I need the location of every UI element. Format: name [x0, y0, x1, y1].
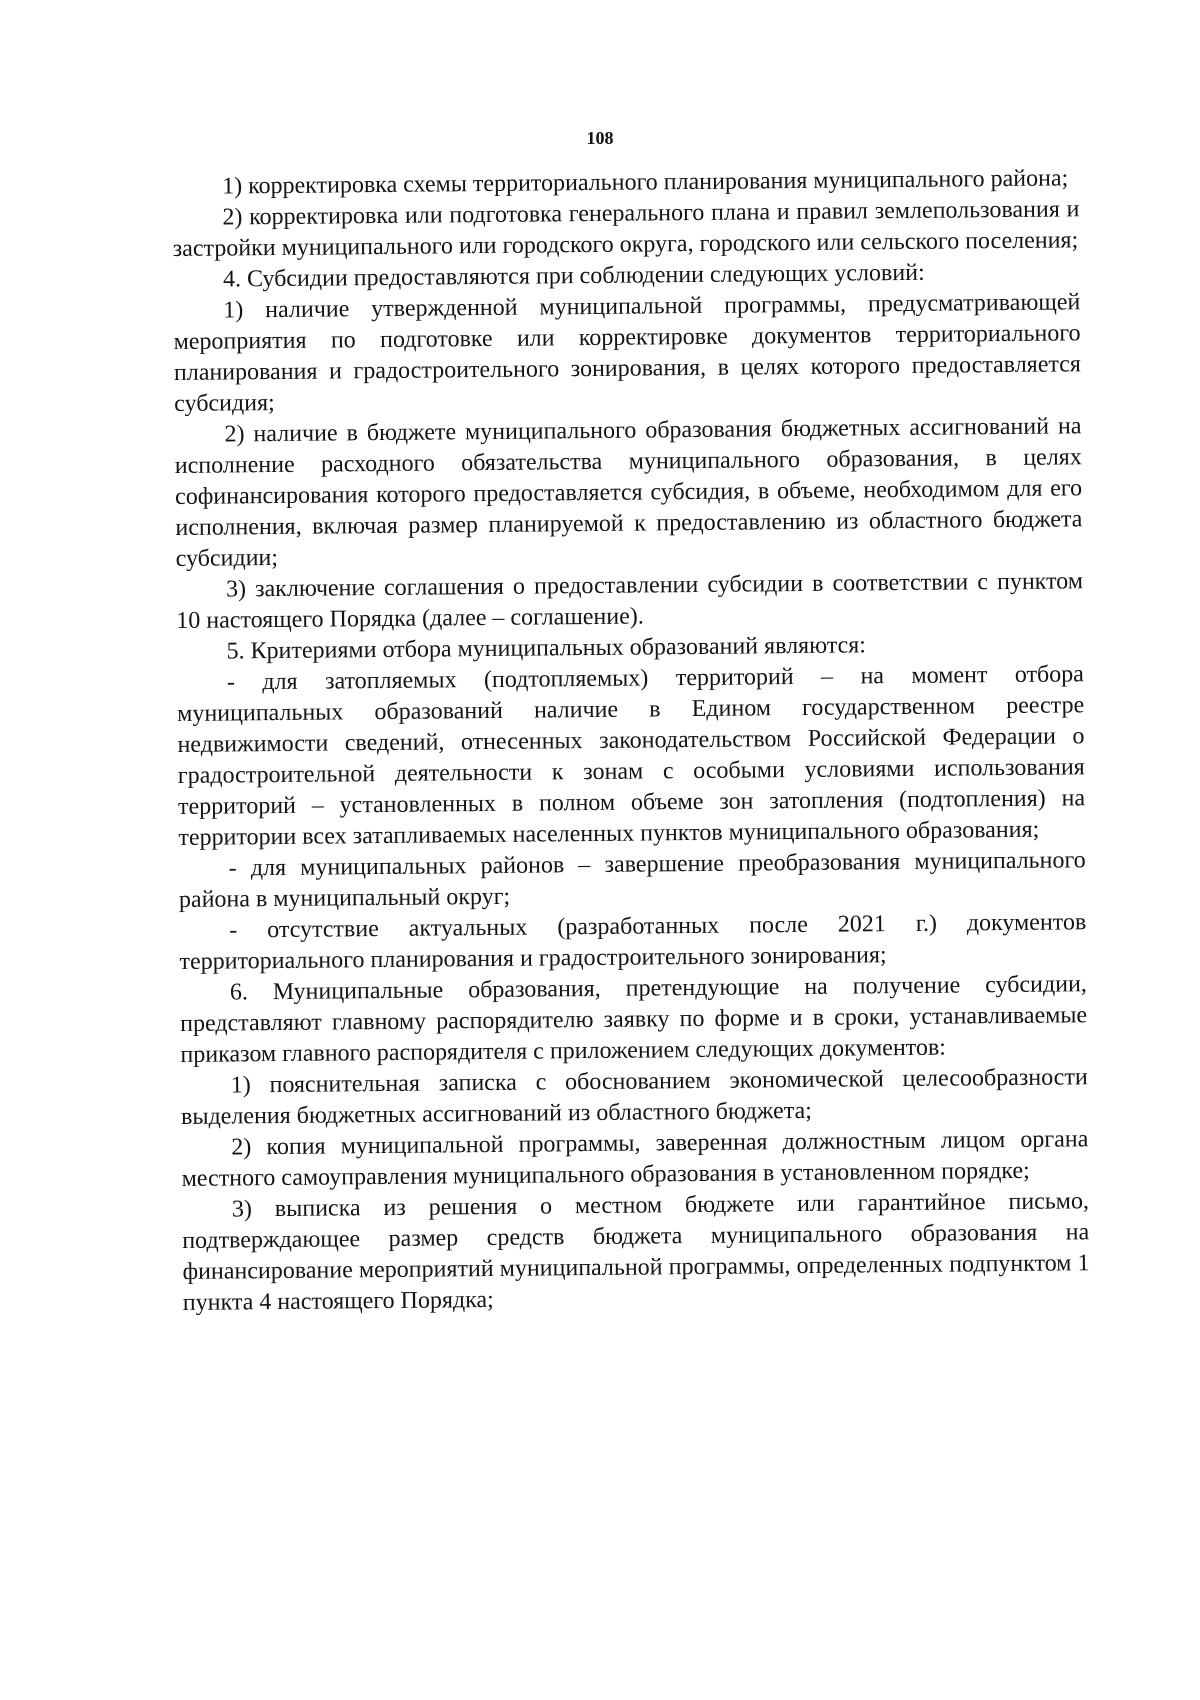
paragraph-criterion-districts: - для муниципальных районов – завершение преобразования муниципального района в муниципальный округ;: [178, 847, 1086, 913]
paragraph-criterion-documents: - отсутствие актуальных (разработанных после 2021 г.) документов территориального планирования и градостроительного зонирования;: [179, 909, 1087, 975]
paragraph-document-2: 2) копия муниципальной программы, заверенная должностным лицом органа местного самоуправления муниципального образования в установленном порядке;: [181, 1126, 1089, 1192]
paragraph-document-1: 1) пояснительная записка с обоснованием экономической целесообразности выделения бюджетных ассигнований из областного бюджета;: [180, 1064, 1088, 1130]
paragraph-section-4: 4. Субсидии предоставляются при соблюдении следующих условий:: [222, 259, 925, 293]
paragraph-condition-3: 3) заключение соглашения о предоставлении субсидии в соответствии с пунктом 10 настоящего Порядка (далее – соглашение).: [176, 568, 1084, 634]
paragraph-section-5: 5. Критериями отбора муниципальных образований являются:: [226, 632, 867, 665]
paragraph-condition-1: 1) наличие утвержденной муниципальной программы, предусматривающей мероприятия по подготовке или корректировке документов территориального планирования и градостроительного зонирования, в целях которого предоставляется субсидия;: [173, 289, 1082, 417]
paragraph-criterion-flood: - для затопляемых (подтопляемых) территорий – на момент отбора муниципальных образований наличие в Едином государственном реестре недвижимости сведений, отнесенных законодательством Российской Федерации о градостроительной деятельности к зонам с особыми условиями использования территорий – установленных в полном объеме зон затопления (подтопления) на территории всех затапливаемых населенных пунктов муниципального образования;: [177, 661, 1086, 851]
page-number: 108: [586, 128, 614, 148]
paragraph-document-3: 3) выписка из решения о местном бюджете или гарантийное письмо, подтверждающее размер средств бюджета муниципального образования на финансирование мероприятий муниципальной программы, определенных подпунктом 1 пункта 4 настоящего Порядка;: [182, 1188, 1090, 1316]
paragraph-item-2: 2) корректировка или подготовка генерального плана и правил землепользования и застройки муниципального или городского округа, городского или сельского поселения;: [172, 196, 1080, 262]
paragraph-condition-2: 2) наличие в бюджете муниципального образования бюджетных ассигнований на исполнение расходного обязательства муниципального образования, в целях софинансирования которого предоставляется субсидия, в объеме, необходимом для его исполнения, включая размер планируемой к предоставлению из областного бюджета субсидии;: [174, 413, 1083, 572]
document-body: [172, 163, 1090, 1319]
paragraph-item-1: 1) корректировка схемы территориального планирования муниципального района;: [222, 165, 1069, 200]
paragraph-section-6: 6. Муниципальные образования, претендующие на получение субсидии, представляют главному распорядителю заявку по форме и в сроки, устанавливаемые приказом главного распорядителя с приложением следующих документов:: [180, 971, 1088, 1068]
